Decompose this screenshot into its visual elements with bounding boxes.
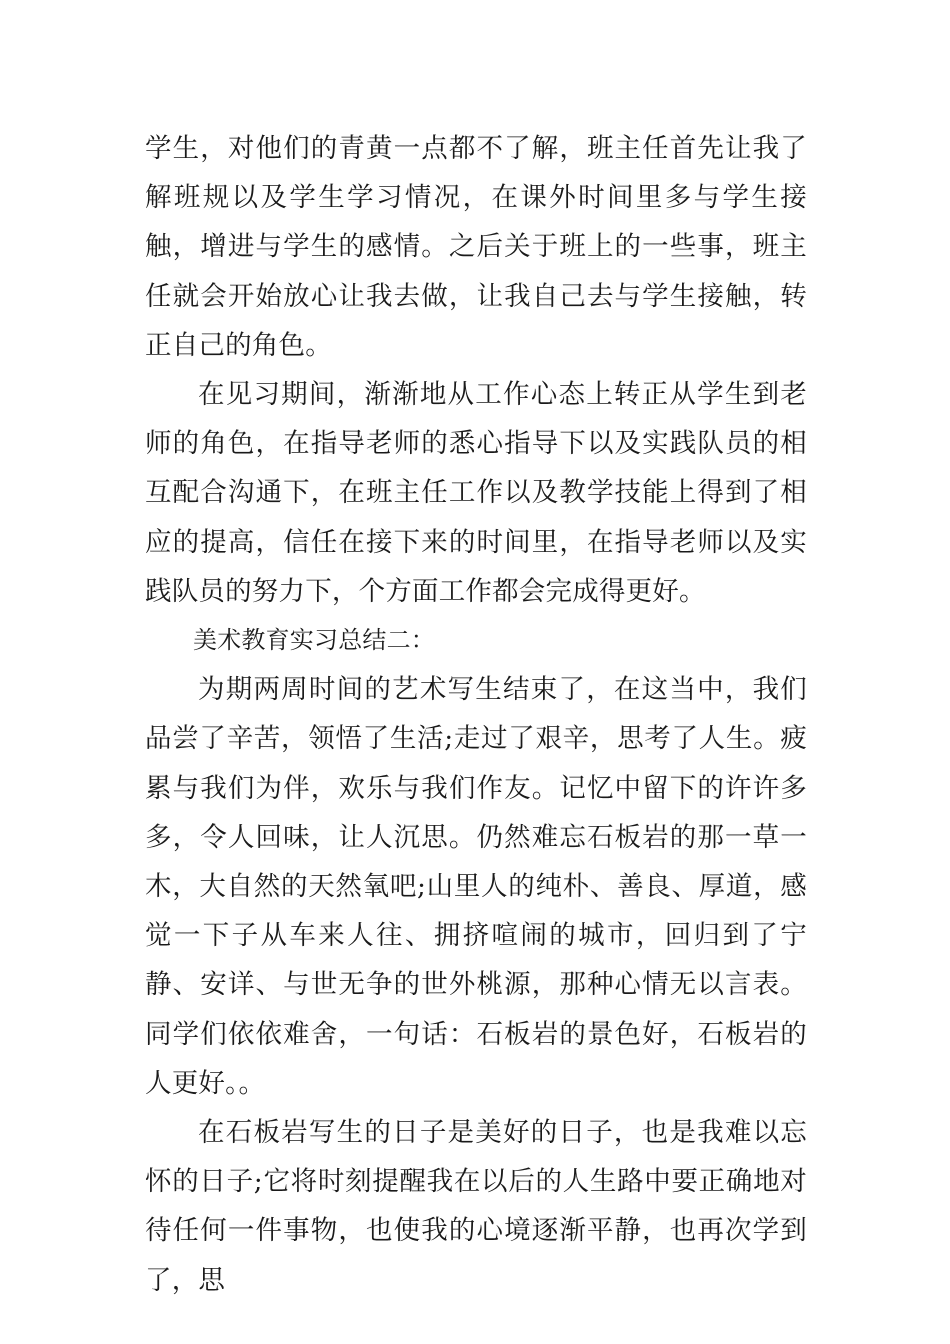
paragraph-internship-role: 在见习期间，渐渐地从工作心态上转正从学生到老师的角色，在指导老师的悉心指导下以及实践队员的相互配合沟通下，在班主任工作以及教学技能上得到了相应的提高，信任在接下来的时间里，在指导老师以及实践队员的努力下，个方面工作都会完成得更好。 [145, 379, 807, 607]
document-body [145, 124, 807, 1305]
paragraph-memorable-days: 在石板岩写生的日子是美好的日子，也是我难以忘怀的日子;它将时刻提醒我在以后的人生路中要正确地对待任何一件事物，也使我的心境逐渐平静，也再次学到了，思 [145, 1117, 807, 1296]
paragraph-continuation: 学生，对他们的青黄一点都不了解，班主任首先让我了解班规以及学生学习情况，在课外时间里多与学生接触，增进与学生的感情。之后关于班上的一些事，班主任就会开始放心让我去做，让我自己去与学生接触，转正自己的角色。 [145, 133, 807, 361]
paragraph-sketching-trip: 为期两周时间的艺术写生结束了，在这当中，我们品尝了辛苦，领悟了生活;走过了艰辛，思考了人生。疲累与我们为伴，欢乐与我们作友。记忆中留下的许许多多，令人回味，让人沉思。仍然难忘石板岩的那一草一木，大自然的天然氧吧;山里人的纯朴、善良、厚道，感觉一下子从车来人往、拥挤喧闹的城市，回归到了宁静、安详、与世无争的世外桃源，那种心情无以言表。同学们依依难舍，一句话：石板岩的景色好，石板岩的人更好。。 [145, 674, 807, 1099]
section-heading: 美术教育实习总结二： [193, 626, 435, 655]
